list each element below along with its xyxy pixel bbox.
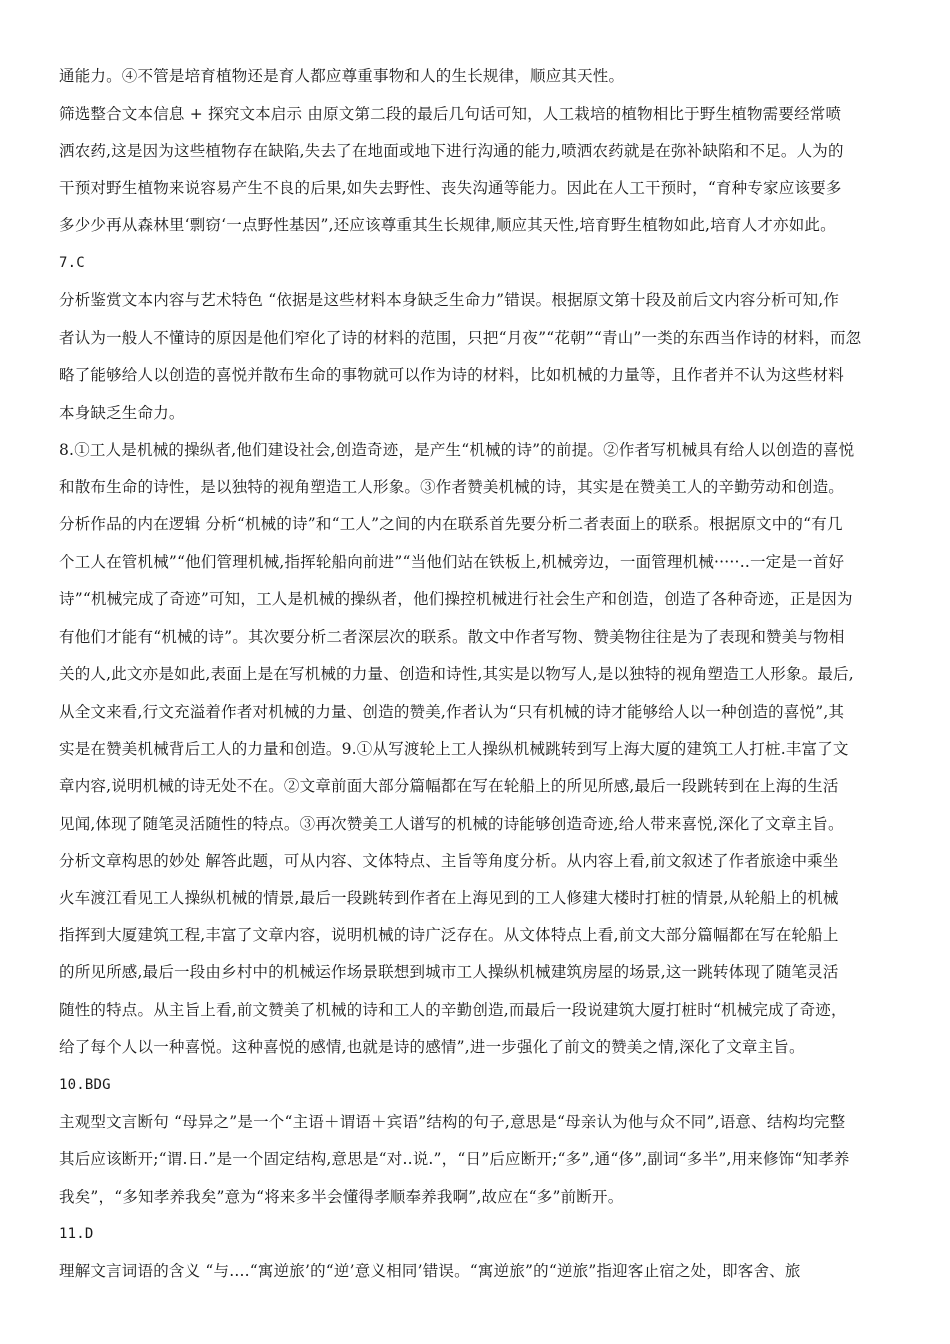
- text-line: 分析鉴赏文本内容与艺术特色 “依据是这些材料本身缺乏生命力”错误。根据原文第十段及前后文内容分析可知,作: [59, 291, 840, 309]
- text-line: 分析文章构思的妙处 解答此题，可从内容、文体特点、主旨等角度分析。从内容上看,前文叙述了作者旅途中乘坐: [59, 852, 839, 870]
- text-line: 通能力。④不管是培育植物还是育人都应尊重事物和人的生长规律，顺应其天性。: [59, 67, 625, 85]
- question-number: 10.BDG: [59, 1077, 111, 1093]
- text-line: 分析作品的内在逻辑 分析“机械的诗”和“工人”之间的内在联系首先要分析二者表面上的联系。根据原文中的“有几: [59, 515, 843, 533]
- question-number: 7.C: [59, 255, 85, 271]
- question-number: 11.D: [59, 1226, 94, 1242]
- text-line: 见闻,体现了随笔灵活随性的特点。③再次赞美工人谱写的机械的诗能够创造奇迹,给人带来喜悦,深化了文章主旨。: [59, 815, 844, 833]
- text-line: 略了能够给人以创造的喜悦并散布生命的事物就可以作为诗的材料，比如机械的力量等，且作者并不认为这些材料: [59, 366, 845, 384]
- text-line: 指挥到大厦建筑工程,丰富了文章内容，说明机械的诗广泛存在。从文体特点上看,前文大部分篇幅都在写在轮船上: [59, 926, 839, 944]
- text-line: 干预对野生植物来说容易产生不良的后果,如失去野性、丧失沟通等能力。因此在人工干预时，“育种专家应该要多: [59, 179, 842, 197]
- text-line: 火车渡江看见工人操纵机械的情景,最后一段跳转到作者在上海见到的工人修建大楼时打桩的情景,从轮船上的机械: [59, 889, 839, 907]
- text-line: 章内容,说明机械的诗无处不在。②文章前面大部分篇幅都在写在轮船上的所见所感,最后一段跳转到在上海的生活: [59, 777, 839, 795]
- text-line: 本身缺乏生命力。: [59, 404, 185, 422]
- text-line: 筛选整合文本信息 + 探究文本启示 由原文第二段的最后几句话可知，人工栽培的植物相比于野生植物需要经常喷: [59, 105, 842, 123]
- text-line: 洒农药,这是因为这些植物存在缺陷,失去了在地面或地下进行沟通的能力,喷洒农药就是在弥补缺陷和不足。人为的: [59, 142, 844, 160]
- text-line: 诗”“机械完成了奇迹”可知，工人是机械的操纵者，他们操控机械进行社会生产和创造，创造了各种奇迹，正是因为: [59, 590, 853, 608]
- text-line: 个工人在管机械”“他们管理机械,指挥轮船向前进”“当他们站在铁板上,机械旁边，一面管理机械·····..一定是一首好: [59, 553, 845, 571]
- text-line: 主观型文言断句 “母异之”是一个“主语＋谓语＋宾语”结构的句子,意思是“母亲认为他与众不同”,语意、结构均完整: [59, 1113, 846, 1131]
- text-line: 多少少再从森林里‘剽窃‘一点野性基因”,还应该尊重其生长规律,顺应其天性,培育野生植物如此,培育人才亦如此。: [59, 216, 836, 234]
- text-line: 给了每个人以一种喜悦。这种喜悦的感情,也就是诗的感情”,进一步强化了前文的赞美之情,深化了文章主旨。: [59, 1038, 805, 1056]
- text-line: 关的人,此文亦是如此,表面上是在写机械的力量、创造和诗性,其实是以物写人,是以独特的视角塑造工人形象。最后,: [59, 665, 854, 683]
- text-line: 者认为一般人不懂诗的原因是他们窄化了诗的材料的范围，只把“月夜”“花朝”“青山”一类的东西当作诗的材料，而忽: [59, 329, 862, 347]
- text-line: 其后应该断开;“谓.日.”是一个固定结构,意思是“对..说.”，“日”后应断开;“多”,通“侈”,副词“多半”,用来修饰“知孝养: [59, 1150, 850, 1168]
- text-line: 随性的特点。从主旨上看,前文赞美了机械的诗和工人的辛勤创造,而最后一段说建筑大厦打桩时“机械完成了奇迹，: [59, 1001, 847, 1019]
- text-line: 有他们才能有“机械的诗”。其次要分析二者深层次的联系。散文中作者写物、赞美物往往是为了表现和赞美与物相: [59, 628, 845, 646]
- text-line: 我矣”，“多知孝养我矣”意为“将来多半会懂得孝顺奉养我啊”,故应在“多”前断开。: [59, 1188, 624, 1206]
- text-line: 理解文言词语的含义 “与....“寓逆旅’的“逆’意义相同’错误。“寓逆旅”的“逆旅”指迎客止宿之处，即客舍、旅: [59, 1262, 801, 1280]
- text-line: 的所见所感,最后一段由乡村中的机械运作场景联想到城市工人操纵机械建筑房屋的场景,这一跳转体现了随笔灵活: [59, 963, 839, 981]
- text-line: 从全文来看,行文充溢着作者对机械的力量、创造的赞美,作者认为“只有机械的诗才能够给人以一种创造的喜悦”,其: [59, 703, 845, 721]
- text-line: 8.①工人是机械的操纵者,他们建设社会,创造奇迹，是产生“机械的诗”的前提。②作者写机械具有给人以创造的喜悦: [59, 441, 855, 459]
- text-line: 和散布生命的诗性，是以独特的视角塑造工人形象。③作者赞美机械的诗，其实是在赞美工人的辛勤劳动和创造。: [59, 478, 845, 496]
- text-line: 实是在赞美机械背后工人的力量和创造。9.①从写渡轮上工人操纵机械跳转到写上海大厦的建筑工人打桩.丰富了文: [59, 740, 849, 758]
